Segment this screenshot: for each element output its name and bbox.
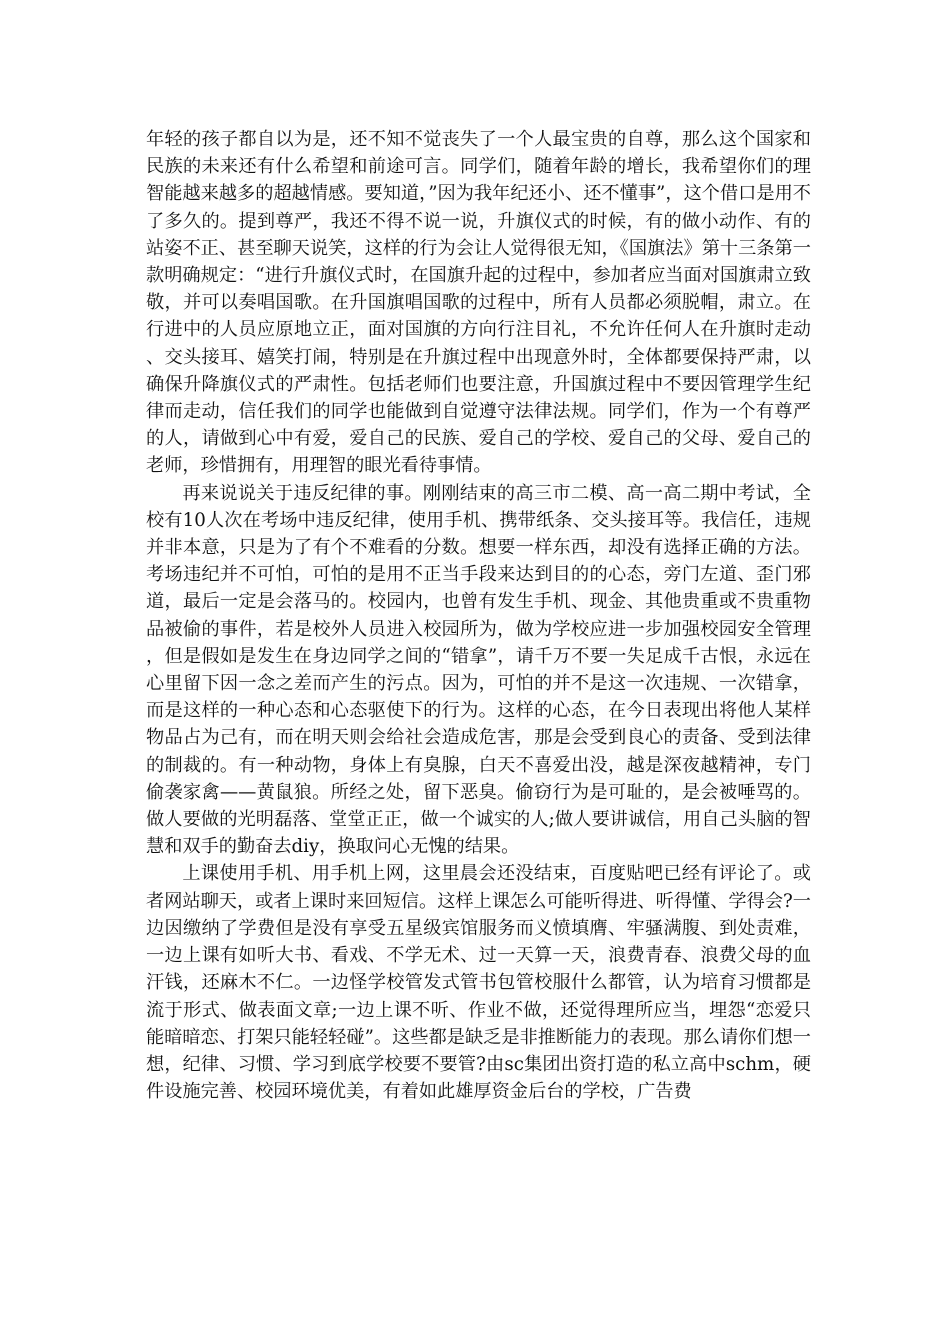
document-body <box>146 126 811 1105</box>
paragraph-discipline-violations: 再来说说关于违反纪律的事。刚刚结束的高三市二模、高一高二期中考试，全校有10人次在考场中违反纪律，使用手机、携带纸条、交头接耳等。我信任，违规并非本意，只是为了有个不难看的分数。想要一样东西，却没有选择正确的方法。考场违纪并不可怕，可怕的是用不正当手段来达到目的的心态，旁门左道、歪门邪道，最后一定是会落马的。校园内，也曾有发生手机、现金、其他贵重或不贵重物品被偷的事件，若是校外人员进入校园所为，做为学校应进一步加强校园安全管理，但是假如是发生在身边同学之间的“错拿”，请千万不要一失足成千古恨，永远在心里留下因一念之差而产生的污点。因为，可怕的并不是这一次违规、一次错拿，而是这样的一种心态和心态驱使下的行为。这样的心态，在今日表现出将他人某样物品占为己有，而在明天则会给社会造成危害，那是会受到良心的责备、受到法律的制裁的。有一种动物，身体上有臭腺，白天不喜爱出没，越是深夜越精神，专门偷袭家禽——黄鼠狼。所经之处，留下恶臭。偷窃行为是可耻的，是会被唾骂的。做人要做的光明磊落、堂堂正正，做一个诚实的人;做人要讲诚信，用自己头脑的智慧和双手的勤奋去diy，换取问心无愧的结果。 <box>146 482 811 858</box>
paragraph-phone-usage: 上课使用手机、用手机上网，这里晨会还没结束，百度贴吧已经有评论了。或者网站聊天，或者上课时来回短信。这样上课怎么可能听得进、听得懂、学得会?一边因缴纳了学费但是没有享受五星级宾馆服务而义愤填膺、牢骚满腹、到处责难，一边上课有如听大书、看戏、不学无术、过一天算一天，浪费青春、浪费父母的血汗钱，还麻木不仁。一边怪学校管发式管书包管校服什么都管，认为培育习惯都是流于形式、做表面文章;一边上课不听、作业不做，还觉得理所应当，埋怨“恋爱只能暗暗恋、打架只能轻轻碰”。这些都是缺乏是非推断能力的表现。那么请你们想一想，纪律、习惯、学习到底学校要不要管?由sc集团出资打造的私立高中schm，硬件设施完善、校园环境优美，有着如此雄厚资金后台的学校，广告费 <box>146 863 811 1103</box>
paragraph-dignity-flag-ceremony: 年轻的孩子都自以为是，还不知不觉丧失了一个人最宝贵的自尊，那么这个国家和民族的未来还有什么希望和前途可言。同学们，随着年龄的增长，我希望你们的理智能越来越多的超越情感。要知道，”因为我年纪还小、还不懂事”，这个借口是用不了多久的。提到尊严，我还不得不说一说，升旗仪式的时候，有的做小动作、有的站姿不正、甚至聊天说笑，这样的行为会让人觉得很无知，《国旗法》第十三条第一款明确规定：“进行升旗仪式时，在国旗升起的过程中，参加者应当面对国旗肃立致敬，并可以奏唱国歌。在升国旗唱国歌的过程中，所有人员都必须脱帽，肃立。在行进中的人员应原地立正，面对国旗的方向行注目礼，不允许任何人在升旗时走动、交头接耳、嬉笑打闹，特别是在升旗过程中出现意外时，全体都要保持严肃，以确保升降旗仪式的严肃性。包括老师们也要注意，升国旗过程中不要因管理学生纪律而走动，信任我们的同学也能做到自觉遵守法律法规。同学们，作为一个有尊严的人，请做到心中有爱，爱自己的民族、爱自己的学校、爱自己的父母、爱自己的老师，珍惜拥有，用理智的眼光看待事情。 <box>146 129 811 477</box>
